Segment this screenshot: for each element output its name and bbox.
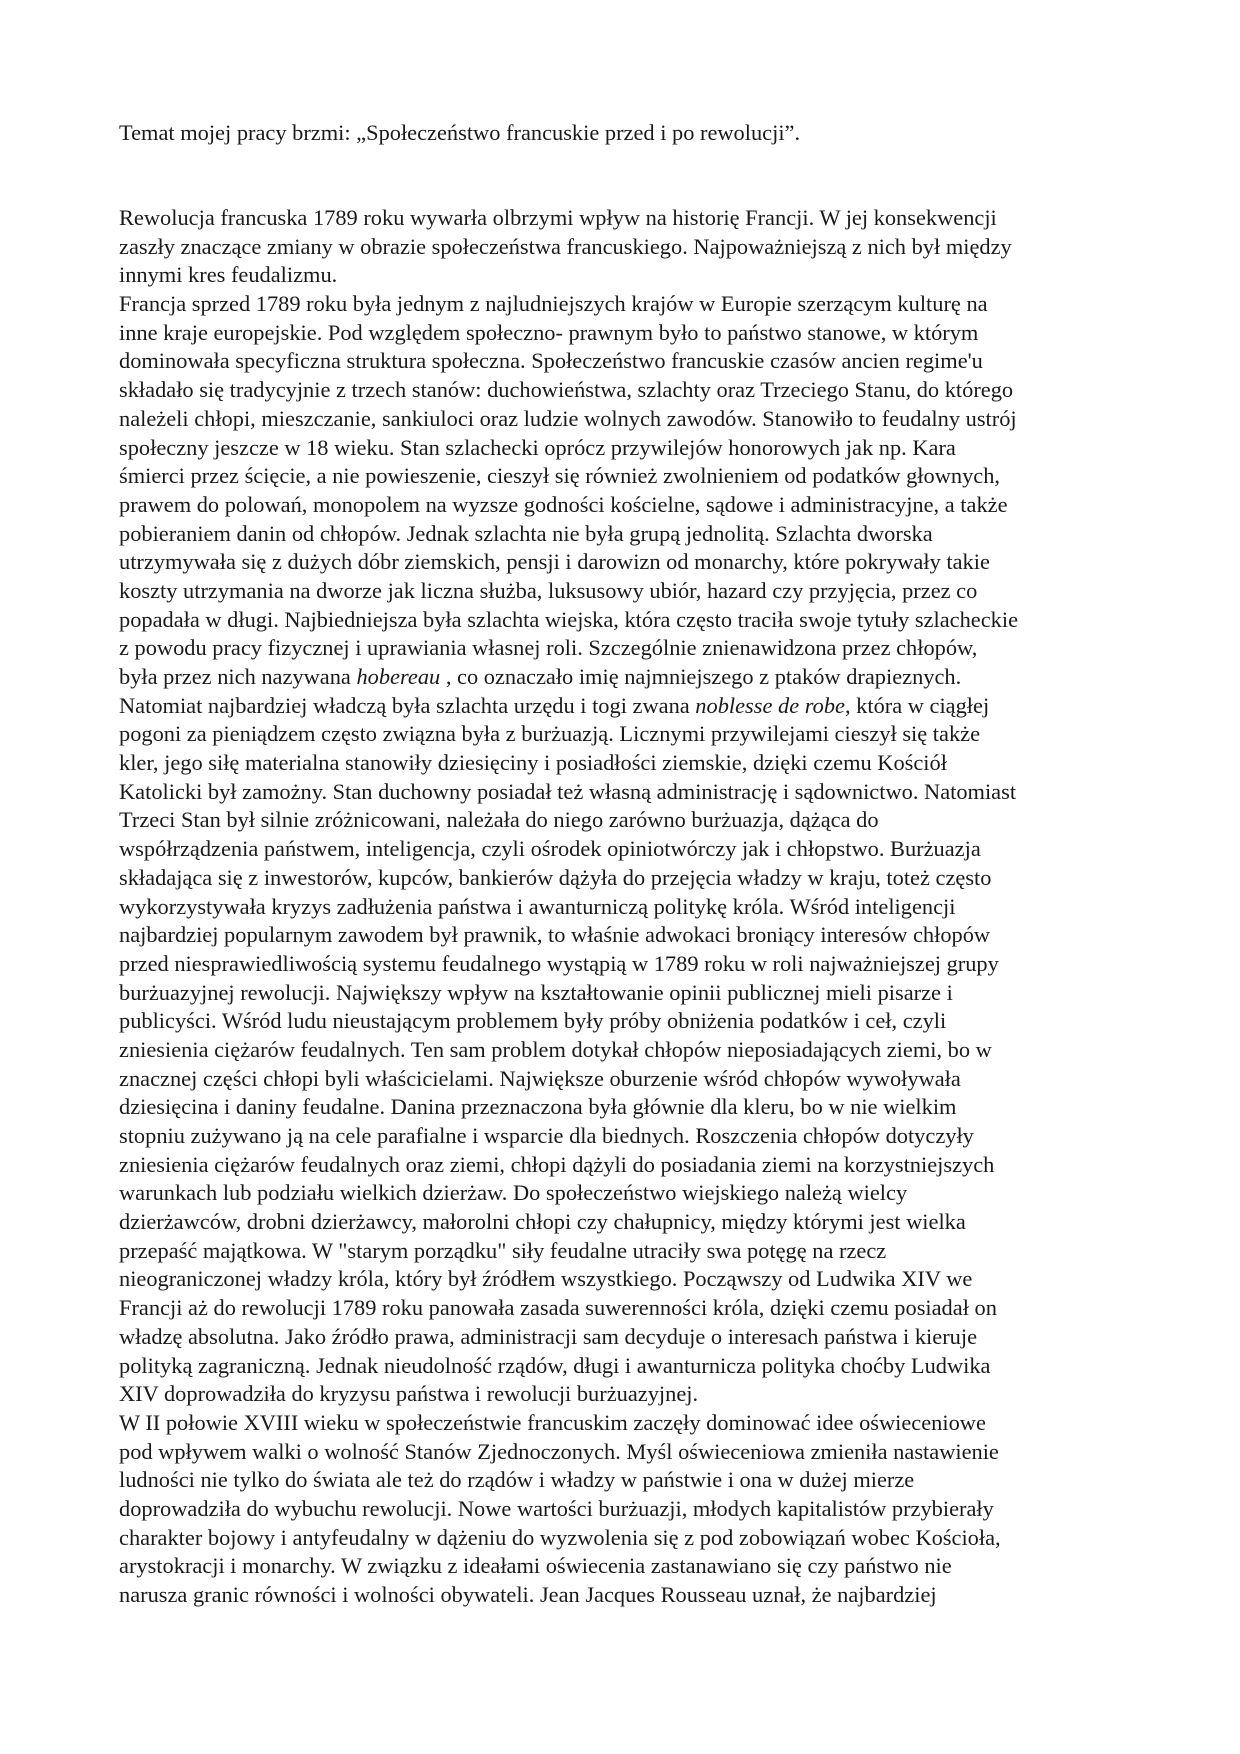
text-line [119, 319, 1129, 348]
text-segment: Francja sprzed 1789 roku była jednym z najludniejszych krajów w Europie szerzącym kulturę na [119, 291, 988, 317]
text-line [119, 434, 1129, 463]
text-line [119, 634, 1129, 663]
text-line [119, 692, 1129, 721]
text-line [119, 921, 1129, 950]
text-segment: pod wpływem walki o wolność Stanów Zjednoczonych. Myśl oświeceniowa zmieniła nastawienie [119, 1438, 999, 1464]
text-segment: najbardziej popularnym zawodem był prawnik, to właśnie adwokaci broniący interesów chłopów [119, 922, 991, 948]
italic-term: hobereau [356, 664, 441, 689]
text-line [119, 491, 1129, 520]
text-line [119, 1552, 1129, 1581]
text-line [119, 261, 1129, 290]
text-line [119, 1466, 1129, 1495]
text-segment: doprowadziła do wybuchu rewolucji. Nowe wartości burżuazji, młodych kapitalistów przybierały [119, 1495, 994, 1521]
text-line [119, 1495, 1129, 1524]
text-segment: przepaść majątkowa. W "starym porządku" siły feudalne utraciły swa potęgę na rzecz [119, 1237, 887, 1263]
text-line [119, 806, 1129, 835]
text-line [119, 1237, 1129, 1266]
text-segment: charakter bojowy i antyfeudalny w dążeniu do wyzwolenia się z pod zobowiązań wobec Kościoła, [119, 1524, 1001, 1550]
italic-term: noblesse de robe [695, 692, 845, 718]
text-line [119, 1409, 1129, 1438]
text-line [119, 1323, 1129, 1352]
text-segment: inne kraje europejskie. Pod względem społeczno- prawnym było to państwo stanowe, w którym [119, 319, 979, 345]
text-line [119, 893, 1129, 922]
text-segment: koszty utrzymania na dworze jak liczna służba, luksusowy ubiór, hazard czy przyjęcia, przez co [119, 577, 978, 603]
text-line [119, 405, 1129, 434]
text-segment: zniesienia ciężarów feudalnych oraz ziemi, chłopi dążyli do posiadania ziemi na korzystniejszych [119, 1151, 995, 1177]
text-segment: stopniu zużywano ją na cele parafialne i wsparcie dla biednych. Roszczenia chłopów dotyczyły [119, 1123, 974, 1148]
text-line [119, 1524, 1129, 1553]
text-segment: arystokracji i monarchy. W związku z ideałami oświecenia zastanawiano się czy państwo nie [119, 1553, 952, 1579]
text-segment: ludności nie tylko do świata ale też do rządów i władzy w państwie i ona w dużej mierze [119, 1467, 915, 1493]
text-line [119, 835, 1129, 864]
text-line [119, 950, 1129, 979]
text-segment: utrzymywała się z dużych dóbr ziemskich, pensji i darowizn od monarchy, które pokrywały takie [119, 549, 990, 575]
text-line [119, 1208, 1129, 1237]
text-line [119, 778, 1129, 807]
text-segment: znacznej części chłopi byli właścicielami. Największe oburzenie wśród chłopów wywoływała [119, 1065, 961, 1091]
text-line [119, 1065, 1129, 1094]
text-segment: społeczny jeszcze w 18 wieku. Stan szlachecki oprócz przywilejów honorowych jak np. Kara [119, 434, 956, 460]
text-line [119, 1179, 1129, 1208]
text-segment: innymi kres feudalizmu. [119, 262, 338, 288]
text-segment: dzierżawców, drobni dzierżawcy, małorolni chłopi czy chałupnicy, między którymi jest wielka [119, 1209, 966, 1235]
text-segment: Rewolucja francuska 1789 roku wywarła olbrzymi wpływ na historię Francji. W jej konsekwencji [119, 205, 997, 230]
text-segment: wykorzystywała kryzys zadłużenia państwa i awanturniczą politykę króla. Wśród inteligencji [119, 893, 956, 919]
text-segment: burżuazyjnej rewolucji. Największy wpływ na kształtowanie opinii publicznej mieli pisarze i [119, 979, 953, 1005]
text-segment: polityką zagraniczną. Jednak nieudolność rządów, długi i awanturnicza polityka choćby Ludwika [119, 1352, 991, 1378]
text-line [119, 1265, 1129, 1294]
text-line [119, 1151, 1129, 1180]
text-line [119, 1093, 1129, 1122]
text-segment: należeli chłopi, mieszczanie, sankiuloci oraz ludzie wolnych zawodów. Stanowiło to feudalny ustrój [119, 405, 1017, 431]
text-segment: dominowała specyficzna struktura społeczna. Społeczeństwo francuskie czasów ancien regime'u [119, 348, 983, 374]
text-line [119, 979, 1129, 1008]
text-line [119, 1438, 1129, 1467]
text-line [119, 1352, 1129, 1381]
text-segment: dziesięcina i daniny feudalne. Danina przeznaczona była głównie dla kleru, bo w nie wielkim [119, 1094, 957, 1120]
text-segment: pobieraniem danin od chłopów. Jednak szlachta nie była grupą jednolitą. Szlachta dworska [119, 520, 933, 546]
text-line [119, 204, 1129, 233]
text-line [119, 233, 1129, 262]
text-segment: współrządzenia państwem, inteligencja, czyli ośrodek opiniotwórczy jak i chłopstwo. Burżuazja [119, 836, 981, 862]
text-line [119, 1036, 1129, 1065]
text-line [119, 1007, 1129, 1036]
text-segment: zaszły znaczące zmiany w obrazie społeczeństwa francuskiego. Najpoważniejszą z nich był między [119, 233, 1012, 259]
text-line [119, 663, 1129, 692]
text-segment: władzę absolutna. Jako źródło prawa, administracji sam decyduje o interesach państwa i kieruje [119, 1323, 978, 1349]
text-line [119, 548, 1129, 577]
text-line [119, 347, 1129, 376]
text-segment: popadała w długi. Najbiedniejsza była szlachta wiejska, która często traciła swoje tytuły szlacheckie [119, 606, 1019, 632]
text-segment: była przez nich nazywana [119, 664, 357, 689]
text-segment: zniesienia ciężarów feudalnych. Ten sam problem dotykał chłopów nieposiadających ziemi, bo w [119, 1036, 992, 1062]
text-line [119, 1380, 1129, 1409]
text-line [119, 606, 1129, 635]
text-segment: śmierci przez ścięcie, a nie powieszenie, cieszył się również zwolnieniem od podatków głownych, [119, 463, 1000, 489]
text-line [119, 577, 1129, 606]
text-segment: publicyści. Wśród ludu nieustającym problemem były próby obniżenia podatków i ceł, czyli [119, 1008, 947, 1034]
document-title-block [119, 119, 1129, 148]
text-segment: nieograniczonej władzy króla, który był źródłem wszystkiego. Począwszy od Ludwika XIV we [119, 1266, 973, 1292]
text-line [119, 720, 1129, 749]
text-segment: , co oznaczało imię najmniejszego z ptaków drapieznych. [440, 664, 962, 689]
text-line [119, 290, 1129, 319]
text-segment: prawem do polowań, monopolem na wyzsze godności kościelne, sądowe i administracyjne, a także [119, 491, 1008, 517]
text-segment: kler, jego siłę materialna stanowiły dziesięciny i posiadłości ziemskie, dzięki czemu Kościół [119, 750, 947, 776]
text-segment: pogoni za pieniądzem często związna była z burżuazją. Licznymi przywilejami cieszył się także [119, 721, 981, 747]
text-segment: Katolicki był zamożny. Stan duchowny posiadał też własną administrację i sądownictwo. Natomiast [119, 778, 1017, 804]
text-segment: narusza granic równości i wolności obywateli. Jean Jacques Rousseau uznał, że najbardziej [119, 1582, 937, 1607]
text-segment: Francji aż do rewolucji 1789 roku panowała zasada suwerenności króla, dzięki czemu posiadał on [119, 1295, 997, 1321]
text-segment: Natomiat najbardziej władczą była szlachta urzędu i togi zwana [119, 692, 696, 718]
text-segment: warunkach lub podziału wielkich dzierżaw. Do społeczeństwo wiejskiego należą wielcy [119, 1180, 908, 1206]
document-body [119, 204, 1129, 1610]
text-line [119, 376, 1129, 405]
text-segment: przed niesprawiedliwością systemu feudalnego wystąpią w 1789 roku w roli najważniejszej grupy [119, 950, 999, 976]
text-segment: składająca się z inwestorów, kupców, bankierów dążyła do przejęcia władzy w kraju, toteż często [119, 864, 992, 890]
text-segment: składało się tradycyjnie z trzech stanów: duchowieństwa, szlachty oraz Trzeciego Stanu, do którego [119, 377, 1014, 403]
text-line [119, 462, 1129, 491]
text-line [119, 520, 1129, 549]
text-segment: z powodu pracy fizycznej i uprawiania własnej roli. Szczególnie znienawidzona przez chłopów, [119, 635, 978, 661]
text-line [119, 1122, 1129, 1151]
text-segment: Trzeci Stan był silnie zróżnicowani, należała do niego zarówno burżuazja, dążąca do [119, 807, 879, 833]
text-segment: W II połowie XVIII wieku w społeczeństwie francuskim zaczęły dominować idee oświeceniowe [119, 1409, 986, 1435]
document-title: Temat mojej pracy brzmi: „Społeczeństwo francuskie przed i po rewolucji”. [119, 120, 801, 145]
text-line [119, 1581, 1129, 1610]
text-line [119, 749, 1129, 778]
text-line [119, 1294, 1129, 1323]
text-segment: XIV doprowadziła do kryzysu państwa i rewolucji burżuazyjnej. [119, 1381, 699, 1407]
text-segment: , która w ciągłej [844, 692, 990, 718]
text-line [119, 864, 1129, 893]
